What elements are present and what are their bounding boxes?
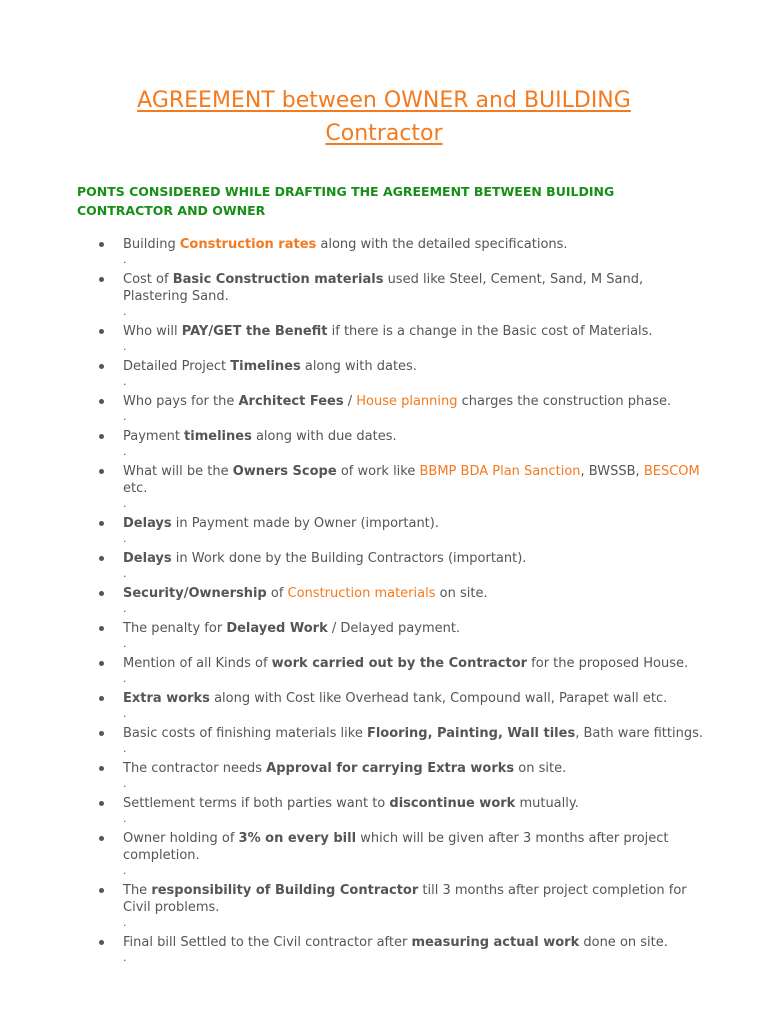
dot-separator: . (123, 602, 127, 615)
dot-separator: . (123, 253, 127, 266)
bullet-icon (99, 731, 104, 736)
bullet-icon (99, 836, 104, 841)
bullet-icon (99, 242, 104, 247)
list-item: Who pays for the Architect Fees / House planning charges the construction phase. . (0, 393, 768, 428)
section-subheading: PONTS CONSIDERED WHILE DRAFTING THE AGREEMENT BETWEEN BUILDING CONTRACTOR AND OWNER (77, 184, 615, 218)
bullet-icon (99, 364, 104, 369)
bullet-icon (99, 940, 104, 945)
dot-separator: . (123, 777, 127, 790)
dot-separator: . (123, 672, 127, 685)
dot-separator: . (123, 864, 127, 877)
list-item: What will be the Owners Scope of work like BBMP BDA Plan Sanction, BWSSB, BESCOM etc. . (0, 463, 768, 515)
list-item: The contractor needs Approval for carrying Extra works on site. . (0, 760, 768, 795)
dot-separator: . (123, 951, 127, 964)
bullet-icon (99, 434, 104, 439)
bullet-icon (99, 888, 104, 893)
link-bbmp-bda-plan-sanction[interactable]: BBMP BDA Plan Sanction (419, 464, 581, 479)
dot-separator: . (123, 812, 127, 825)
list-item: Delays in Work done by the Building Contractors (important). . (0, 550, 768, 585)
dot-separator: . (123, 707, 127, 720)
bullet-icon (99, 626, 104, 631)
dot-separator: . (123, 637, 127, 650)
list-item: Who will PAY/GET the Benefit if there is a change in the Basic cost of Materials. . (0, 323, 768, 358)
dot-separator: . (123, 497, 127, 510)
bullet-icon (99, 329, 104, 334)
link-construction-rates[interactable]: Construction rates (179, 237, 317, 252)
list-item: Detailed Project Timelines along with dates. . (0, 358, 768, 393)
list-item: Final bill Settled to the Civil contractor after measuring actual work done on site. . (0, 934, 768, 969)
bullet-icon (99, 521, 104, 526)
list-item: Payment timelines along with due dates. . (0, 428, 768, 463)
list-item: The penalty for Delayed Work / Delayed payment. . (0, 620, 768, 655)
link-bescom[interactable]: BESCOM (643, 464, 700, 479)
dot-separator: . (123, 445, 127, 458)
points-list (0, 236, 768, 969)
document-title (0, 84, 768, 150)
dot-separator: . (123, 742, 127, 755)
list-item: Extra works along with Cost like Overhead tank, Compound wall, Parapet wall etc. . (0, 690, 768, 725)
bullet-icon (99, 661, 104, 666)
list-item: Mention of all Kinds of work carried out by the Contractor for the proposed House. . (0, 655, 768, 690)
bullet-icon (99, 399, 104, 404)
list-item: The responsibility of Building Contractor till 3 months after project completion for Civil problems. . (0, 882, 768, 934)
list-item: Building Construction rates along with the detailed specifications. . (0, 236, 768, 271)
bullet-icon (99, 766, 104, 771)
dot-separator: . (123, 410, 127, 423)
bullet-icon (99, 696, 104, 701)
bullet-icon (99, 277, 104, 282)
list-item: Security/Ownership of Construction materials on site. . (0, 585, 768, 620)
dot-separator: . (123, 532, 127, 545)
dot-separator: . (123, 340, 127, 353)
list-item: Basic costs of finishing materials like Flooring, Painting, Wall tiles, Bath ware fittings. . (0, 725, 768, 760)
bullet-icon (99, 556, 104, 561)
title-line-1[interactable]: AGREEMENT between OWNER and BUILDING (137, 88, 631, 113)
dot-separator: . (123, 567, 127, 580)
list-item: Delays in Payment made by Owner (important). . (0, 515, 768, 550)
dot-separator: . (123, 375, 127, 388)
dot-separator: . (123, 305, 127, 318)
link-construction-materials[interactable]: Construction materials (287, 586, 436, 601)
list-item: Cost of Basic Construction materials used like Steel, Cement, Sand, M Sand, Plastering Sand. . (0, 271, 768, 323)
title-line-2[interactable]: Contractor (325, 121, 443, 146)
bullet-icon (99, 591, 104, 596)
bullet-icon (99, 801, 104, 806)
dot-separator: . (123, 916, 127, 929)
list-item: Settlement terms if both parties want to discontinue work mutually. . (0, 795, 768, 830)
list-item: Owner holding of 3% on every bill which will be given after 3 months after project completion. . (0, 830, 768, 882)
link-house-planning[interactable]: House planning (356, 394, 458, 409)
bullet-icon (99, 469, 104, 474)
